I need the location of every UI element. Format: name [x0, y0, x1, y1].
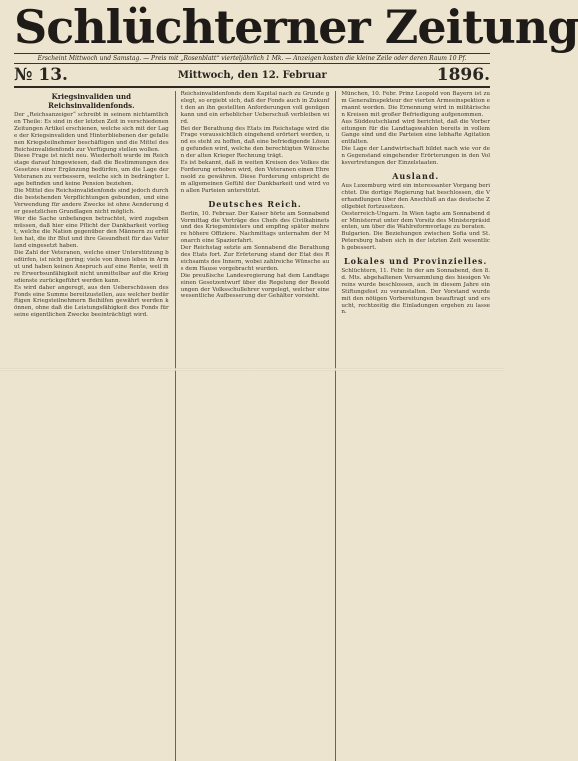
section-heading-lokales: Lokales und Provinzielles. [344, 256, 488, 267]
column-1-paragraph: Der „Reichsanzeiger“ schreibt in seinem nichtamtlichen Theile: Es sind in der letzten Zeit in verschiedenen Zeitungen Artikel erschienen, welche sich mit der Lage der Kriegsinvaliden und Hinterbliebenen der gefallenen Kriegsteilnehmer beschäftigen und die Mittel des Reichsinvalidenfonds zur Verfügung stellen wollen. [14, 112, 169, 153]
column-2-paragraph: Reichsinvalidenfonds dem Kapital nach zu Grunde gelegt, so ergiebt sich, daß der Fonds auch in Zukunft den an ihn gestellten Anforderungen voll genügen kann und ein erheblicher Ueberschuß verbleiben wird. [180, 91, 330, 125]
subscription-line: Erscheint Mittwoch und Samstag. — Preis mit „Rosenblatt“ vierteljährlich 1 Mk. — Anzeigen kosten die kleine Zeile oder deren Raum 10 Pf. [14, 53, 490, 64]
column-2-paragraph: Berlin, 10. Februar. Der Kaiser hörte am Sonnabend Vormittag die Vorträge des Chefs des Civilkabinets und des Kriegsministers und empfing später mehrere höhere Offiziere. Nachmittags unternahm der Monarch eine Spazierfahrt. [180, 210, 330, 245]
issue-bar [14, 64, 490, 88]
column-2-paragraph: Es ist bekannt, daß in weiten Kreisen des Volkes die Forderung erhoben wird, den Veteranen einen Ehrensold zu gewähren. Diese Forderung entspricht dem allgemeinen Gefühl der Dankbarkeit und wird von allen Parteien unterstützt. [180, 160, 330, 194]
column-3-paragraph: Aus Süddeutschland wird berichtet, daß die Vorbereitungen für die Landtagswahlen bereits in vollem Gange sind und die Parteien eine lebhafte Agitation entfalten. [341, 118, 490, 146]
issue-year: 1896. [436, 65, 490, 85]
column-1-paragraph: Wer die Sache unbefangen betrachtet, wird zugeben müssen, daß hier eine Pflicht der Dankbarkeit vorliegt, welche die Nation gegenüber den Männern zu erfüllen hat, die ihr Blut und ihre Gesundheit für das Vaterland eingesetzt haben. [14, 215, 169, 250]
issue-number: № 13. [14, 65, 68, 85]
column-2-paragraph: Die preußische Landesregierung hat dem Landtage einen Gesetzentwurf über die Regelung der Besoldungen der Volksschullehrer vorgelegt, welcher eine wesentliche Aufbesserung der Gehälter vorsieht. [180, 272, 330, 300]
column-1 [14, 91, 169, 761]
column-3-paragraph: Oesterreich-Ungarn. In Wien tagte am Sonnabend der Ministerrat unter dem Vorsitz des Ministerpräsidenten, um über die Wahlreformvorlage zu beraten. [341, 210, 490, 231]
column-1-paragraph: Diese Frage ist nicht neu. Wiederholt wurde im Reichstage darauf hingewiesen, daß die Bestimmungen des Gesetzes einer Ergänzung bedürfen, um die Lage der Veteranen zu verbessern, welche sich in bedrängter Lage befinden und keine Pension beziehen. [14, 153, 169, 188]
column-3-paragraph: München, 10. Febr. Prinz Leopold von Bayern ist zum Generalinspekteur der vierten Armeeinspektion ernannt worden. Die Ernennung wird in militärischen Kreisen mit großer Befriedigung aufgenommen. [341, 91, 490, 118]
section-heading-deutsches-reich: Deutsches Reich. [208, 198, 302, 209]
column-1-paragraph: Es wird daher angeregt, aus den Ueberschüssen des Fonds eine Summe bereitzustellen, aus welcher bedürftigen Kriegsteilnehmern Beihilfen gewährt werden können, ohne daß die Leistungsfähigkeit des Fonds für seine eigentlichen Zwecke beeinträchtigt wird. [14, 284, 169, 319]
article-columns [14, 91, 490, 761]
section-heading-ausland: Ausland. [392, 170, 440, 181]
column-3 [335, 91, 490, 761]
paper-fold [0, 368, 504, 371]
column-2-paragraph: Der Reichstag setzte am Sonnabend die Berathung des Etats fort. Zur Erörterung stand der Etat des Reichsamts des Innern, wobei zahlreiche Wünsche aus dem Hause vorgebracht wurden. [180, 245, 330, 272]
masthead-title: Schlüchterner Zeitung [14, 0, 578, 54]
column-1-headline: Kriegsinvaliden und Reichsinvalidenfonds. [48, 92, 135, 110]
column-2-paragraph: Bei der Berathung des Etats im Reichstage wird die Frage voraussichtlich eingehend erörtert werden, und es steht zu hoffen, daß eine befriedigende Lösung gefunden wird, welche den berechtigten Wünschen der alten Krieger Rechnung trägt. [180, 125, 330, 160]
column-3-paragraph: Bulgarien. Die Beziehungen zwischen Sofia und St. Petersburg haben sich in der letzten Zeit wesentlich gebessert. [341, 231, 490, 252]
issue-date: Mittwoch, den 12. Februar [177, 69, 327, 81]
column-3-paragraph: Schlüchtern, 11. Febr. In der am Sonnabend, den 8. d. Mts. abgehaltenen Versammlung des hiesigen Vereins wurde beschlossen, auch in diesem Jahre ein Stiftungsfest zu veranstalten. Der Vorstand wurde mit den nötigen Vorbereitungen beauftragt und ersucht, rechtzeitig die Einladungen ergehen zu lassen. [341, 268, 490, 316]
column-2 [175, 91, 330, 761]
column-3-paragraph: Die Lage der Landwirtschaft bildet nach wie vor den Gegenstand eingehender Erörterungen in den Volksvertretungen der Einzelstaaten. [341, 146, 490, 167]
column-1-paragraph: Die Zahl der Veteranen, welche einer Unterstützung bedürfen, ist nicht gering; viele von ihnen leben in Armut und haben keinen Anspruch auf eine Rente, weil ihre Erwerbsunfähigkeit nicht unmittelbar auf die Kriegsdienste zurückgeführt werden kann. [14, 250, 169, 284]
column-3-paragraph: Aus Luxemburg wird ein interessanter Vorgang berichtet. Die dortige Regierung hat beschlossen, die Verhandlungen über den Anschluß an das deutsche Zollgebiet fortzusetzen. [341, 182, 490, 210]
column-1-paragraph: Die Mittel des Reichsinvalidenfonds sind jedoch durch die bestehenden Verpflichtungen gebunden, und eine Verwendung für andere Zwecke ist ohne Aenderung der gesetzlichen Grundlagen nicht möglich. [14, 187, 169, 215]
